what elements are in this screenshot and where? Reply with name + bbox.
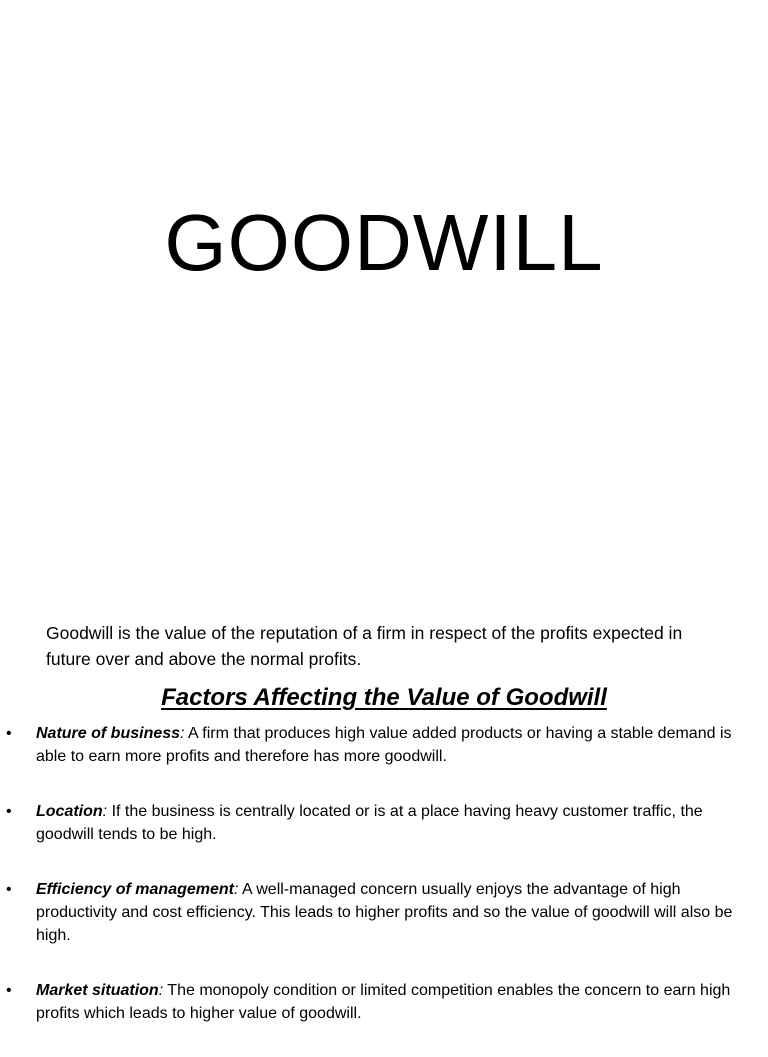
- bullet-icon: •: [6, 803, 12, 820]
- goodwill-definition: Goodwill is the value of the reputation of a firm in respect of the profits expected in future over and above the normal profits.: [46, 623, 683, 669]
- factor-location: [0, 800, 768, 846]
- factor-text: A firm that produces high value added products or having a stable demand is able to earn more profits and therefore has more goodwill.: [36, 725, 732, 765]
- factors-list: [0, 722, 768, 1057]
- factor-nature-of-business: [0, 722, 768, 768]
- factor-colon: :: [180, 725, 185, 742]
- content-slide: [0, 576, 768, 1024]
- slide-title: GOODWILL: [164, 198, 604, 287]
- factor-text: If the business is centrally located or is at a place having heavy customer traffic, the goodwill tends to be high.: [36, 803, 703, 843]
- bullet-icon: •: [6, 725, 12, 742]
- factor-text: A well-managed concern usually enjoys the advantage of high productivity and cost efficiency. This leads to higher profits and so the value of goodwill will also be high.: [36, 881, 733, 944]
- factor-term: Nature of business: [36, 725, 181, 742]
- factor-text: The monopoly condition or limited competition enables the concern to earn high profits which leads to higher value of goodwill.: [36, 982, 731, 1022]
- factors-heading: Factors Affecting the Value of Goodwill: [161, 684, 607, 711]
- factor-market-situation: [0, 979, 768, 1025]
- factor-efficiency-of-management: [0, 878, 768, 947]
- factor-term: Efficiency of management: [36, 881, 234, 898]
- bullet-icon: •: [6, 881, 12, 898]
- factor-term: Market situation: [36, 982, 159, 999]
- factor-colon: :: [158, 982, 164, 999]
- factor-colon: :: [102, 803, 108, 820]
- bullet-icon: •: [6, 982, 12, 999]
- factor-colon: :: [233, 881, 239, 898]
- factor-term: Location: [36, 803, 103, 820]
